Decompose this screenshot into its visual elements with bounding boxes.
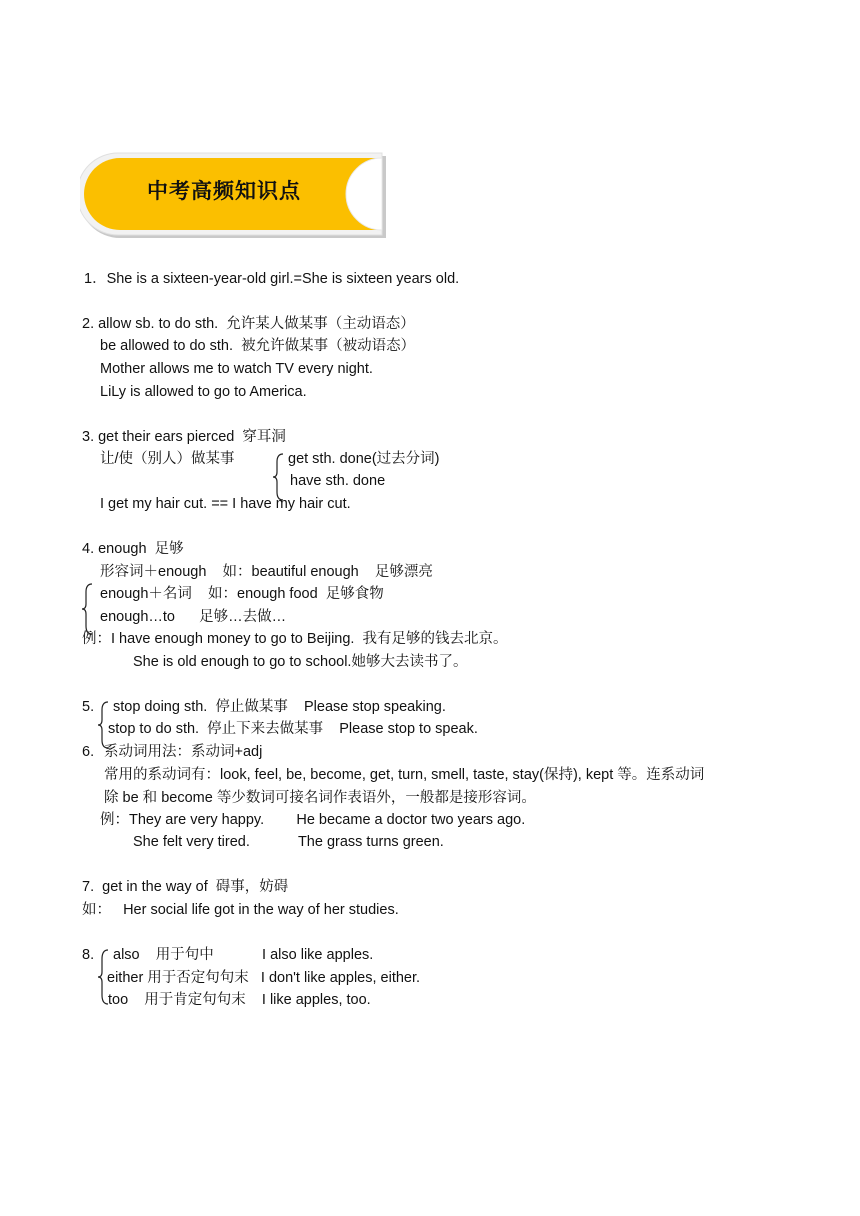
point-2-line-3: Mother allows me to watch TV every night. [100, 361, 373, 377]
point-7-line-2: 如： Her social life got in the way of her studies. [82, 902, 399, 918]
point-3-line-1: 3. get their ears pierced 穿耳洞 [82, 429, 286, 445]
point-7-line-1: 7. get in the way of 碍事，妨碍 [82, 879, 289, 895]
point-5-number: 5. [82, 699, 95, 715]
point-4-line-2: 形容词＋enough 如：beautiful enough 足够漂亮 [100, 564, 433, 580]
point-1: 1．She is a sixteen-year-old girl.=She is sixteen years old. [84, 271, 460, 287]
point-6-line-2: 常用的系动词有：look, feel, be, become, get, turn, smell, taste, stay(保持), kept 等。连系动词 [104, 767, 705, 783]
point-5-line-1: stop doing sth. 停止做某事 Please stop speaking. [113, 699, 446, 715]
point-2-line-2: be allowed to do sth. 被允许做某事（被动语态） [100, 338, 416, 354]
point-3-line-4: have sth. done [290, 473, 386, 489]
brace-icon [80, 582, 94, 636]
point-8-number: 8. [82, 947, 95, 963]
point-6-line-4: 例：They are very happy. He became a doctor two years ago. [100, 812, 526, 828]
point-3-line-3: get sth. done(过去分词) [288, 451, 440, 467]
banner-title: 中考高频知识点 [147, 179, 301, 203]
point-5-line-2: stop to do sth. 停止下来去做某事 Please stop to speak. [108, 721, 478, 737]
point-8-line-1: also 用于句中 I also like apples. [113, 947, 374, 963]
point-8-line-2: either 用于否定句句末 I don't like apples, either. [107, 970, 421, 986]
point-6-line-3: 除 be 和 become 等少数词可接名词作表语外，一般都是接形容词。 [104, 790, 536, 806]
point-6-line-5: She felt very tired. The grass turns green. [133, 834, 444, 850]
point-2-line-4: LiLy is allowed to go to America. [100, 384, 307, 400]
point-4-line-3: enough＋名词 如：enough food 足够食物 [100, 586, 384, 602]
point-6-number: 6. [82, 744, 95, 760]
point-4-line-1: 4. enough 足够 [82, 541, 184, 557]
point-4-line-4: enough…to 足够…去做… [100, 609, 287, 625]
point-3-line-2: 让/使（别人）做某事 [100, 451, 235, 467]
point-3-line-5: I get my hair cut. == I have my hair cut. [100, 496, 351, 512]
point-8-line-3: too 用于肯定句句末 I like apples, too. [108, 992, 371, 1008]
point-4-line-6: She is old enough to go to school.她够大去读书了。 [133, 654, 468, 670]
point-6-line-1: 系动词用法：系动词+adj [104, 744, 263, 760]
point-4-line-5: 例：I have enough money to go to Beijing. 我有足够的钱去北京。 [82, 631, 508, 647]
point-2-line-1: 2. allow sb. to do sth. 允许某人做某事（主动语态） [82, 316, 415, 332]
